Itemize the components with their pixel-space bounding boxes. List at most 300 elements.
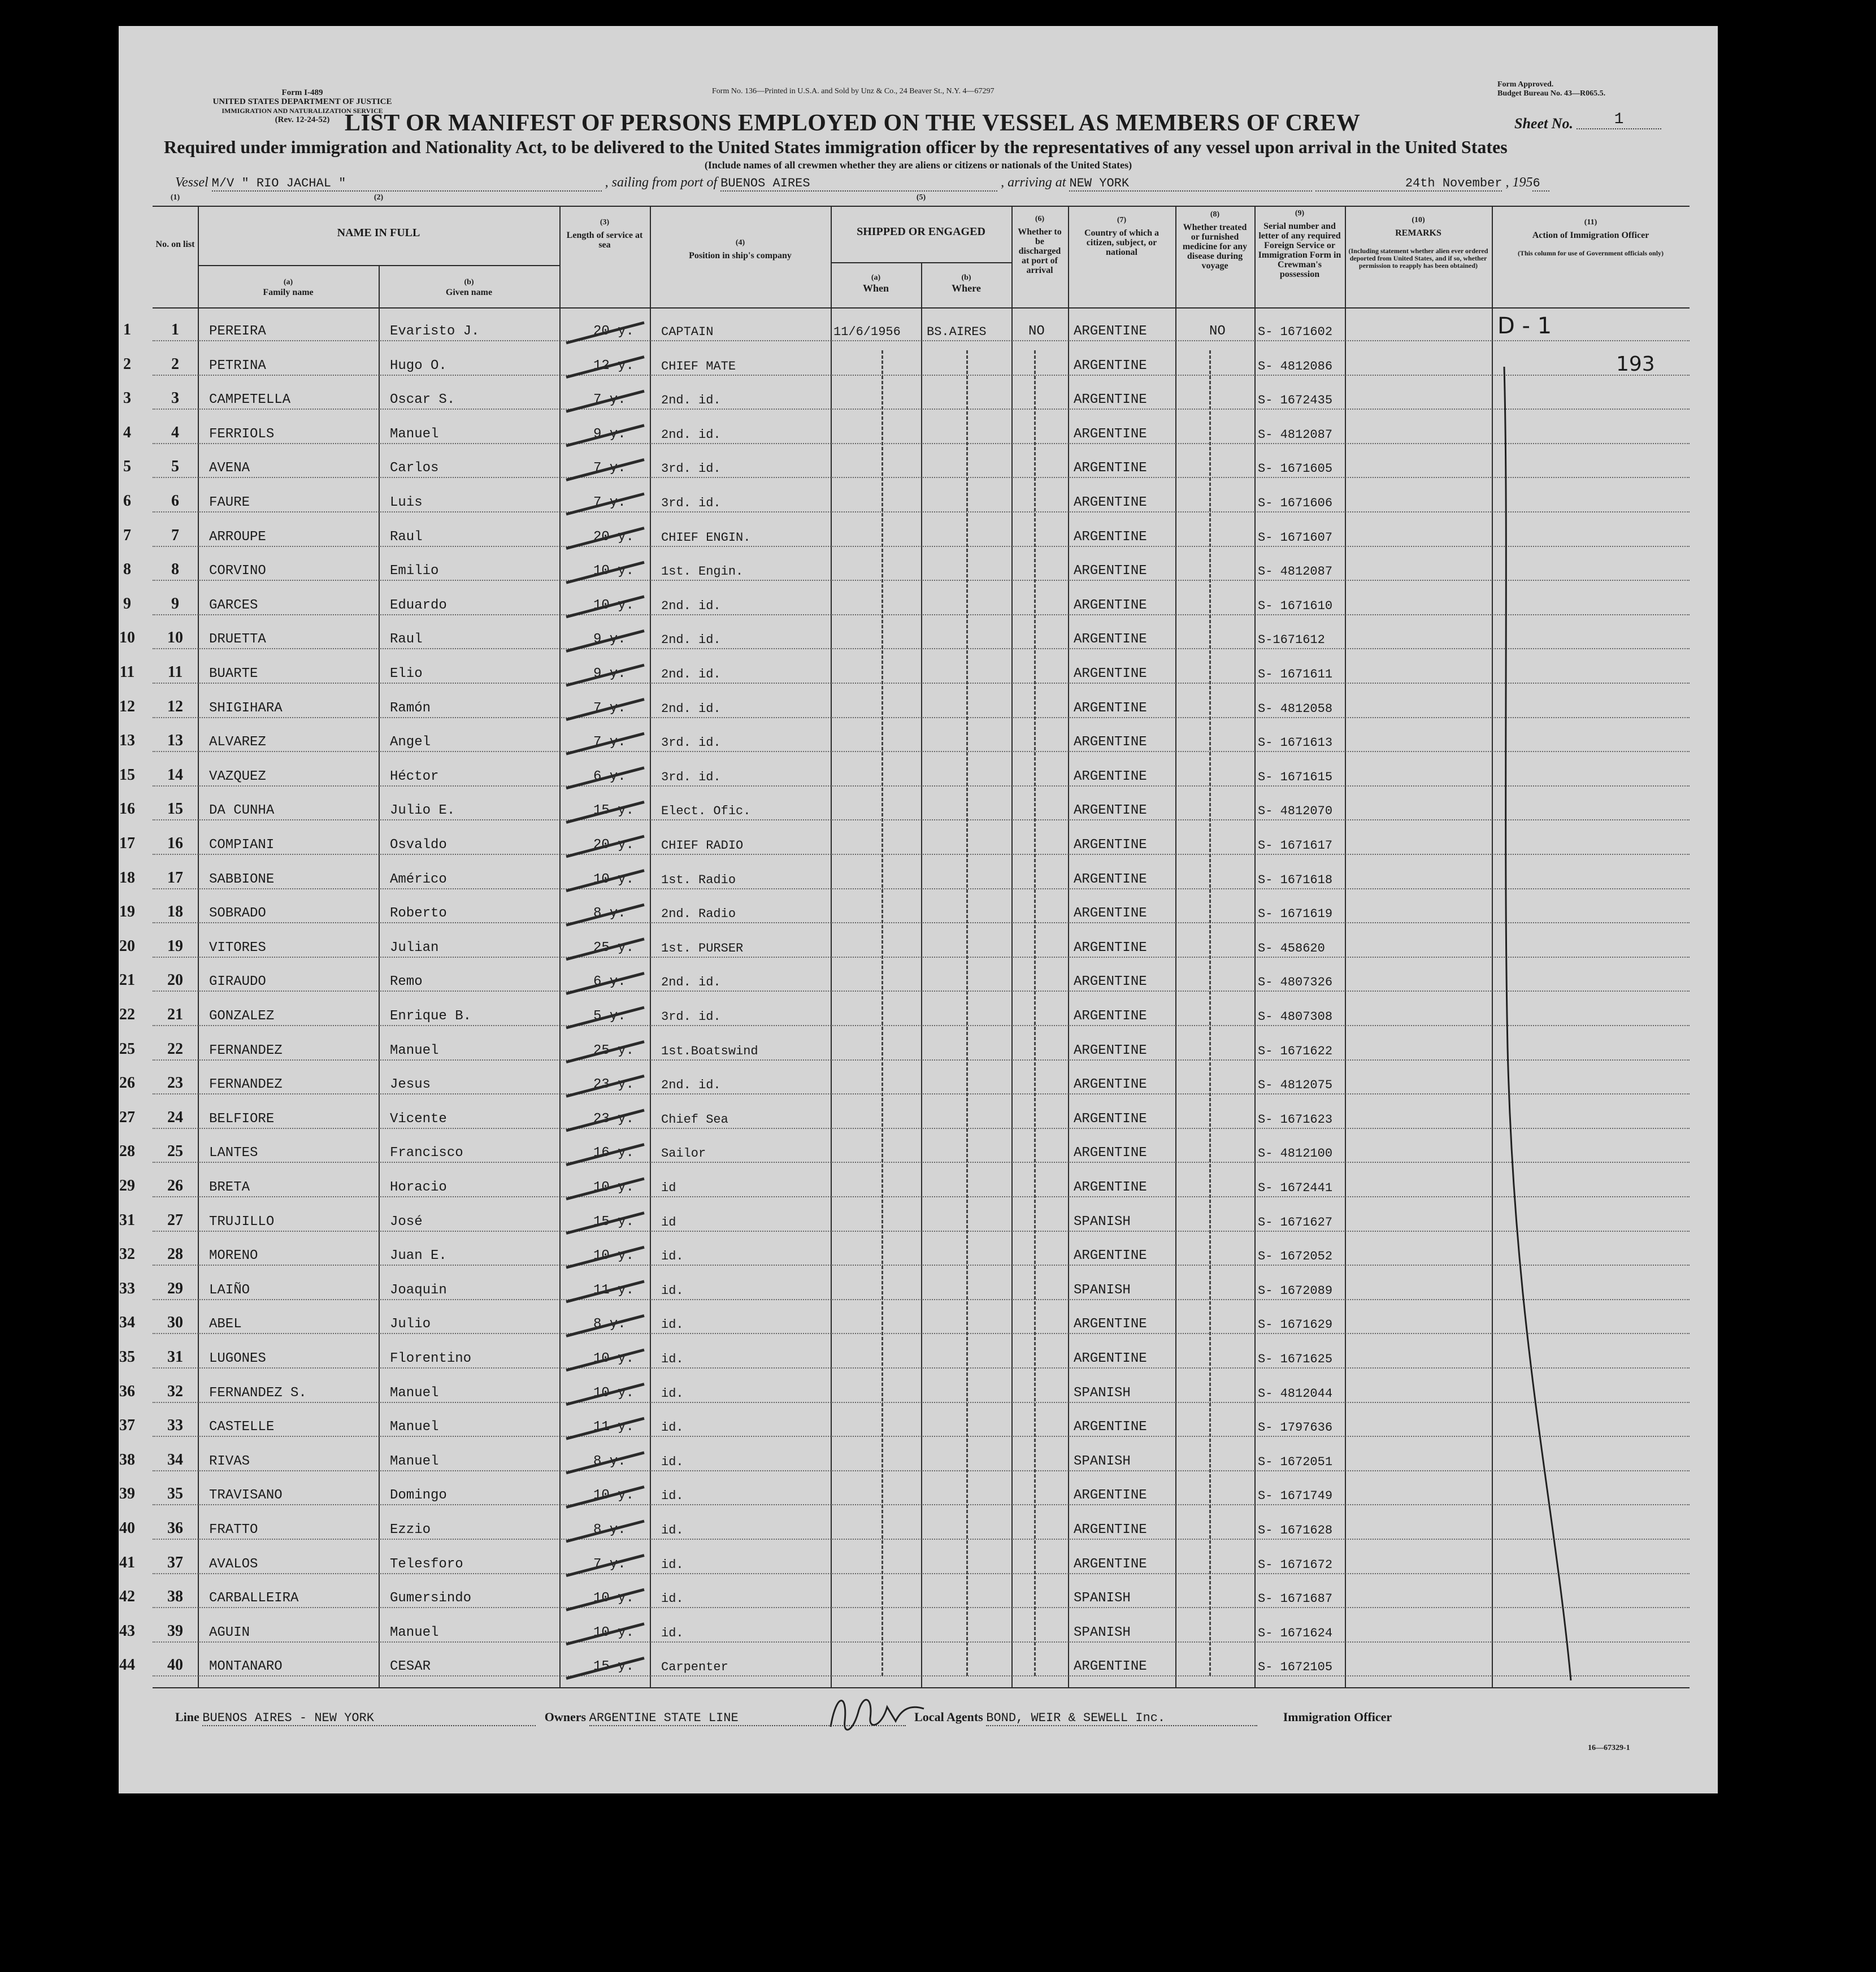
given-name: Francisco — [390, 1145, 463, 1161]
family-name: RIVAS — [209, 1453, 250, 1469]
crew-table — [119, 193, 1690, 1703]
serial-number: S- 1671627 — [1258, 1215, 1333, 1230]
length-of-service: 15 y. — [593, 1214, 635, 1230]
sheet-label: Sheet No. — [1514, 115, 1573, 132]
citizenship: ARGENTINE — [1074, 1180, 1147, 1195]
list-number: 21 — [167, 1006, 183, 1023]
length-of-service: 20 y. — [593, 529, 635, 545]
line-number: 3 — [123, 389, 131, 407]
length-of-service: 7 y. — [593, 735, 626, 750]
row-dotted-rule — [153, 922, 1690, 923]
family-name: AGUIN — [209, 1624, 250, 1640]
pencil-stroke — [566, 494, 644, 514]
given-name: Oscar S. — [390, 392, 455, 408]
line-number: 12 — [119, 697, 135, 715]
line-number: 9 — [123, 594, 131, 613]
ship-position: 2nd. id. — [661, 633, 721, 648]
line-number: 22 — [119, 1006, 135, 1023]
c2-label: NAME IN FULL — [337, 227, 420, 239]
length-of-service: 6 y. — [593, 974, 626, 990]
length-of-service: 15 y. — [593, 1659, 635, 1675]
list-number: 30 — [167, 1314, 183, 1332]
list-number: 12 — [167, 697, 183, 715]
crew-row — [119, 1204, 1690, 1237]
crew-row — [123, 313, 1690, 347]
line-number: 29 — [119, 1177, 135, 1195]
ship-position: id. — [661, 1523, 684, 1537]
agents-label: Local Agents — [914, 1710, 983, 1724]
line-number: 40 — [119, 1519, 135, 1537]
list-number: 24 — [167, 1108, 183, 1126]
vessel-name: M/V " RIO JACHAL " — [212, 176, 602, 192]
pencil-stroke — [566, 1418, 644, 1439]
c2-number: (2) — [374, 193, 384, 202]
crew-row — [119, 724, 1690, 758]
given-name: Roberto — [390, 906, 447, 922]
route: BUENOS AIRES - NEW YORK — [202, 1711, 536, 1726]
pencil-stroke — [566, 1282, 644, 1302]
family-name: FERNANDEZ — [209, 1077, 283, 1093]
department-name: UNITED STATES DEPARTMENT OF JUSTICE — [212, 97, 392, 106]
family-name: LANTES — [209, 1145, 258, 1161]
given-name: Florentino — [390, 1351, 472, 1366]
c11-note: (This column for use of Government officials only) — [1517, 249, 1664, 257]
manifest-sheet — [119, 26, 1718, 1793]
citizenship: ARGENTINE — [1074, 700, 1147, 716]
c2-b-number: (b) — [464, 278, 474, 286]
c4-label: Position in ship's company — [689, 251, 792, 260]
row-dotted-rule — [153, 340, 1690, 341]
citizenship: ARGENTINE — [1074, 1419, 1147, 1435]
serial-number: S- 1672089 — [1258, 1283, 1333, 1298]
ship-position: id. — [661, 1626, 684, 1640]
citizenship: ARGENTINE — [1074, 1043, 1147, 1058]
manifest-subtitle: Required under immigration and Nationality Act, to be delivered to the United States immigration officer by the representatives of any vessel upon arrival in the United States — [164, 137, 1508, 157]
given-name: CESAR — [390, 1659, 431, 1675]
serial-number: S- 1671623 — [1258, 1112, 1333, 1127]
family-name: LAIÑO — [209, 1282, 250, 1298]
list-number: 33 — [167, 1417, 183, 1435]
length-of-service: 11 y. — [593, 1419, 635, 1435]
given-name: Luis — [390, 495, 423, 510]
family-name: DA CUNHA — [209, 803, 275, 819]
budget-number: Budget Bureau No. 43—R065.5. — [1497, 89, 1606, 98]
ship-position: id. — [661, 1318, 684, 1332]
length-of-service: 23 y. — [593, 1111, 635, 1127]
list-number: 38 — [167, 1588, 183, 1606]
crew-row — [123, 416, 1690, 450]
c9-label: Serial number and letter of any required Foreign Service or Immigration Form in Crewman's possession — [1258, 221, 1341, 279]
line-number: 28 — [119, 1143, 135, 1161]
given-name: Ezzio — [390, 1522, 431, 1537]
citizenship: SPANISH — [1074, 1624, 1131, 1640]
pencil-stroke — [566, 1453, 644, 1473]
row-dotted-rule — [153, 785, 1690, 787]
length-of-service: 10 y. — [593, 871, 635, 887]
row-dotted-rule — [153, 1128, 1690, 1129]
crew-row — [119, 1511, 1690, 1545]
line-number: 25 — [119, 1040, 135, 1058]
ship-position: Sailor — [661, 1146, 706, 1161]
list-number: 16 — [167, 835, 183, 852]
row-dotted-rule — [153, 546, 1690, 547]
citizenship: ARGENTINE — [1074, 974, 1147, 990]
given-name: Telesforo — [390, 1556, 463, 1572]
given-name: Raul — [390, 632, 423, 648]
family-name: CARBALLEIRA — [209, 1591, 299, 1606]
pencil-stroke — [566, 733, 644, 754]
given-name: Angel — [390, 735, 431, 750]
given-name: Raul — [390, 529, 423, 545]
citizenship: ARGENTINE — [1074, 940, 1147, 955]
length-of-service: 10 y. — [593, 597, 635, 613]
length-of-service: 25 y. — [593, 1043, 635, 1058]
row-dotted-rule — [153, 751, 1690, 752]
pencil-stroke — [566, 871, 644, 891]
list-number: 14 — [167, 766, 183, 784]
citizenship: ARGENTINE — [1074, 837, 1147, 853]
citizenship: ARGENTINE — [1074, 358, 1147, 373]
pencil-stroke — [566, 391, 644, 411]
family-name: PEREIRA — [209, 324, 266, 339]
crew-row — [119, 1409, 1690, 1443]
pencil-stroke — [566, 631, 644, 651]
c2-b-label: Given name — [445, 288, 493, 297]
family-name: SHIGIHARA — [209, 700, 283, 716]
citizenship: SPANISH — [1074, 1591, 1131, 1606]
list-number: 9 — [171, 594, 179, 613]
serial-number: S- 1671613 — [1258, 736, 1333, 750]
given-name: Elio — [390, 666, 423, 681]
row-dotted-rule — [153, 1093, 1690, 1094]
length-of-service: 10 y. — [593, 1624, 635, 1640]
row-dotted-rule — [153, 957, 1690, 958]
family-name: GONZALEZ — [209, 1009, 275, 1024]
list-number: 18 — [167, 903, 183, 921]
length-of-service: 8 y. — [593, 906, 626, 922]
line-number: 36 — [119, 1382, 135, 1400]
c4-number: (4) — [735, 238, 745, 247]
service-name: IMMIGRATION AND NATURALIZATION SERVICE — [222, 107, 383, 115]
approval-text: Form Approved. — [1497, 80, 1554, 89]
given-name: Manuel — [390, 426, 439, 442]
ship-position: CAPTAIN — [661, 325, 714, 339]
serial-number: S- 4812058 — [1258, 701, 1333, 716]
crew-row — [119, 963, 1690, 997]
ship-position: 3rd. id. — [661, 462, 721, 476]
row-dotted-rule — [153, 1573, 1690, 1574]
line-number: 27 — [119, 1108, 135, 1126]
shipped-when: 11/6/1956 — [833, 325, 901, 339]
c11-number: (11) — [1584, 218, 1597, 227]
row-dotted-rule — [153, 1265, 1690, 1266]
c8-label: Whether treated or furnished medicine for any disease during voyage — [1182, 223, 1248, 271]
family-name: BELFIORE — [209, 1111, 275, 1127]
length-of-service: 7 y. — [593, 461, 626, 476]
line-number: 4 — [123, 423, 131, 441]
citizenship: ARGENTINE — [1074, 563, 1147, 579]
line-number: 33 — [119, 1279, 135, 1297]
serial-number: S- 1671687 — [1258, 1592, 1333, 1606]
ditto-dashes — [966, 350, 968, 1676]
given-name: Carlos — [390, 461, 439, 476]
ship-position: 2nd. id. — [661, 975, 721, 990]
row-dotted-rule — [153, 375, 1690, 376]
family-name: VITORES — [209, 940, 266, 955]
crew-row — [119, 1066, 1690, 1100]
line-number: 10 — [119, 629, 135, 647]
crew-row — [123, 484, 1690, 518]
length-of-service: 9 y. — [593, 426, 626, 442]
serial-number: S- 1671607 — [1258, 530, 1333, 545]
length-of-service: 23 y. — [593, 1077, 635, 1093]
form-code: 16—67329-1 — [1588, 1744, 1630, 1752]
pencil-stroke — [566, 425, 644, 446]
family-name: TRUJILLO — [209, 1214, 275, 1230]
line-number: 34 — [119, 1314, 135, 1332]
c5-b-label: Where — [952, 283, 981, 294]
ship-position: 2nd. id. — [661, 598, 721, 613]
family-name: CAMPETELLA — [209, 392, 291, 408]
pencil-stroke — [566, 905, 644, 925]
length-of-service: 15 y. — [593, 803, 635, 819]
ditto-dashes — [881, 350, 883, 1676]
arrival-date: 24th November — [1315, 176, 1502, 192]
length-of-service: 9 y. — [593, 666, 626, 681]
pencil-stroke — [566, 836, 644, 857]
pencil-stroke — [566, 528, 644, 549]
row-dotted-rule — [153, 580, 1690, 581]
crew-row — [123, 519, 1690, 553]
ship-position: id. — [661, 1454, 684, 1469]
given-name: Manuel — [390, 1453, 439, 1469]
crew-row — [119, 621, 1690, 655]
ship-position: Chief Sea — [661, 1112, 728, 1127]
given-name: Vicente — [390, 1111, 447, 1127]
c5-a-label: When — [862, 283, 889, 294]
citizenship: ARGENTINE — [1074, 1659, 1147, 1675]
length-of-service: 7 y. — [593, 700, 626, 716]
line-number: 26 — [119, 1074, 135, 1092]
approval-block — [1497, 80, 1605, 98]
family-name: BUARTE — [209, 666, 258, 681]
serial-number: S- 4807326 — [1258, 975, 1333, 990]
serial-number: S- 1671672 — [1258, 1557, 1333, 1572]
family-name: ALVAREZ — [209, 735, 266, 750]
line-number: 42 — [119, 1588, 135, 1606]
row-dotted-rule — [153, 1504, 1690, 1505]
citizenship: ARGENTINE — [1074, 1077, 1147, 1093]
given-name: Jesus — [390, 1077, 431, 1093]
crew-row — [119, 1237, 1690, 1271]
list-number: 5 — [171, 458, 179, 476]
form-id: Form I-489 — [281, 88, 323, 97]
crew-row — [119, 758, 1690, 792]
pencil-stroke — [566, 802, 644, 822]
line-number: 39 — [119, 1485, 135, 1503]
crew-row — [119, 1614, 1690, 1648]
family-name: FERNANDEZ S. — [209, 1385, 307, 1401]
medicine: NO — [1209, 324, 1226, 339]
citizenship: ARGENTINE — [1074, 392, 1147, 408]
ship-position: CHIEF ENGIN. — [661, 530, 751, 545]
crew-row — [119, 827, 1690, 861]
line-number: 18 — [119, 868, 135, 887]
officer-bracket-mark — [1492, 206, 1695, 1687]
given-name: Remo — [390, 974, 423, 990]
pencil-stroke — [566, 1487, 644, 1507]
list-number: 4 — [171, 423, 179, 441]
serial-number: S- 1671602 — [1258, 325, 1333, 339]
given-name: Ramón — [390, 700, 431, 716]
arriving-label: , arriving at — [1001, 175, 1066, 190]
list-number: 2 — [171, 355, 179, 373]
ship-position: 3rd. id. — [661, 1010, 721, 1024]
ship-position: 3rd. id. — [661, 496, 721, 510]
crew-row — [119, 1272, 1690, 1306]
list-number: 31 — [167, 1348, 183, 1366]
row-dotted-rule — [153, 1367, 1690, 1369]
list-number: 6 — [171, 492, 179, 510]
line-number: 2 — [123, 355, 131, 373]
ship-position: 2nd. id. — [661, 667, 721, 681]
length-of-service: 10 y. — [593, 1488, 635, 1504]
family-name: PETRINA — [209, 358, 266, 373]
c3-number: (3) — [600, 218, 610, 227]
citizenship: ARGENTINE — [1074, 1488, 1147, 1504]
serial-number: S- 1672052 — [1258, 1249, 1333, 1264]
citizenship: ARGENTINE — [1074, 597, 1147, 613]
ship-position: id. — [661, 1283, 684, 1298]
pencil-stroke — [566, 1624, 644, 1644]
serial-number: S- 1672435 — [1258, 393, 1333, 408]
list-number: 3 — [171, 389, 179, 407]
c5-a-number: (a) — [871, 273, 881, 282]
serial-number: S- 1671625 — [1258, 1352, 1333, 1366]
list-number: 36 — [167, 1519, 183, 1537]
pencil-stroke — [566, 597, 644, 617]
ship-position: id — [661, 1215, 676, 1230]
length-of-service: 20 y. — [593, 837, 635, 853]
list-number: 1 — [171, 321, 179, 338]
ship-position: id — [661, 1181, 676, 1195]
family-name: FRATTO — [209, 1522, 258, 1537]
pencil-stroke — [566, 939, 644, 959]
citizenship: ARGENTINE — [1074, 495, 1147, 510]
pencil-stroke — [566, 357, 644, 377]
pencil-stroke — [566, 1521, 644, 1541]
family-name: BRETA — [209, 1180, 250, 1195]
list-number: 37 — [167, 1553, 183, 1571]
length-of-service: 10 y. — [593, 1385, 635, 1401]
owners-label: Owners — [544, 1710, 587, 1724]
year-digit: 6 — [1532, 176, 1549, 192]
citizenship: ARGENTINE — [1074, 461, 1147, 476]
crew-row — [119, 1443, 1690, 1477]
row-dotted-rule — [153, 1675, 1690, 1676]
ship-position: 1st. Engin. — [661, 564, 744, 579]
crew-row — [119, 1648, 1690, 1682]
revision: (Rev. 12-24-52) — [275, 115, 330, 124]
serial-number: S- 4812086 — [1258, 359, 1333, 373]
serial-number: S- 4812044 — [1258, 1386, 1333, 1401]
c2-a-number: (a) — [283, 278, 293, 286]
row-dotted-rule — [153, 1402, 1690, 1403]
given-name: Manuel — [390, 1385, 439, 1401]
ship-position: 1st.Boatswind — [661, 1044, 758, 1058]
row-dotted-rule — [153, 683, 1690, 684]
serial-number: S-1671612 — [1258, 633, 1325, 648]
citizenship: ARGENTINE — [1074, 1248, 1147, 1264]
line-number: 15 — [119, 766, 135, 784]
citizenship: SPANISH — [1074, 1385, 1131, 1401]
arrival-port: NEW YORK — [1069, 176, 1312, 192]
crew-row — [119, 1580, 1690, 1614]
family-name: FERNANDEZ — [209, 1043, 283, 1058]
crew-row — [119, 929, 1690, 963]
crew-row — [119, 1101, 1690, 1135]
citizenship: ARGENTINE — [1074, 1351, 1147, 1366]
c5-number: (5) — [916, 193, 926, 202]
crew-row — [123, 587, 1690, 621]
length-of-service: 6 y. — [593, 768, 626, 784]
crew-row — [119, 861, 1690, 895]
list-number: 26 — [167, 1177, 183, 1195]
serial-number: S- 1671622 — [1258, 1044, 1333, 1058]
pencil-stroke — [566, 459, 644, 480]
length-of-service: 7 y. — [593, 495, 626, 510]
citizenship: ARGENTINE — [1074, 1556, 1147, 1572]
line-number: 43 — [119, 1622, 135, 1640]
serial-number: S- 1671618 — [1258, 872, 1333, 887]
given-name: Hugo O. — [390, 358, 447, 373]
family-name: GARCES — [209, 597, 258, 613]
line-label: Line — [175, 1710, 199, 1724]
citizenship: ARGENTINE — [1074, 666, 1147, 681]
list-number: 32 — [167, 1382, 183, 1400]
crew-row — [119, 1169, 1690, 1203]
crew-row — [119, 998, 1690, 1032]
ship-position: 2nd. id. — [661, 427, 721, 442]
list-number: 25 — [167, 1143, 183, 1161]
line-number: 7 — [123, 526, 131, 544]
crew-row — [119, 690, 1690, 724]
citizenship: ARGENTINE — [1074, 1522, 1147, 1537]
line-number: 11 — [119, 663, 135, 681]
pencil-stroke — [566, 1589, 644, 1610]
family-name: GIRAUDO — [209, 974, 266, 990]
list-number: 23 — [167, 1074, 183, 1092]
ditto-dashes — [1034, 350, 1036, 1676]
pencil-stroke — [566, 1144, 644, 1165]
given-name: José — [390, 1214, 423, 1230]
family-name: COMPIANI — [209, 837, 275, 853]
serial-number: S- 1671610 — [1258, 598, 1333, 613]
given-name: Julio — [390, 1317, 431, 1332]
shipped-where: BS.AIRES — [927, 325, 987, 339]
family-name: AVALOS — [209, 1556, 258, 1572]
list-number: 17 — [167, 868, 183, 887]
footer-line — [175, 1710, 1392, 1726]
line-number: 38 — [119, 1450, 135, 1469]
crew-row — [119, 1306, 1690, 1340]
row-dotted-rule — [153, 1231, 1690, 1232]
line-number: 5 — [123, 458, 131, 476]
ship-position: id. — [661, 1352, 684, 1366]
list-number: 15 — [167, 800, 183, 818]
line-number: 32 — [119, 1245, 135, 1263]
citizenship: ARGENTINE — [1074, 632, 1147, 648]
